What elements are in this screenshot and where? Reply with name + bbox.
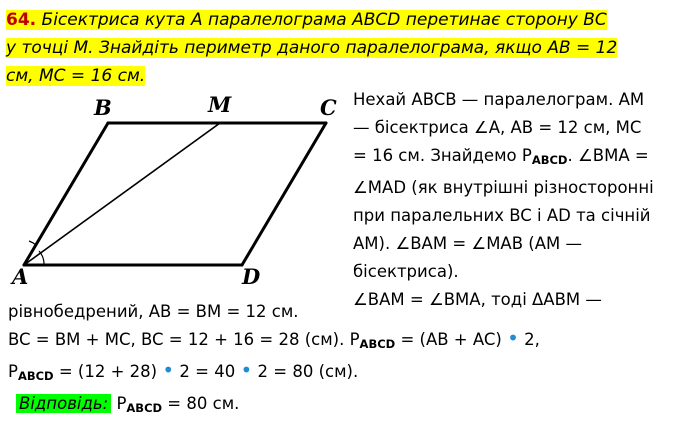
solution-row-2: — бісектриса ∠A, AB = 12 см, MC bbox=[353, 118, 642, 137]
side-ab bbox=[24, 123, 108, 265]
solution-row-7: бісектриса). bbox=[353, 262, 459, 281]
problem-statement bbox=[6, 6, 676, 90]
solution-row-4: ∠MAD (як внутрішні різносторонні bbox=[353, 178, 654, 197]
solution-line-1: рівнобедрений, AB = BM = 12 см. bbox=[8, 302, 299, 321]
solution-row-1: Нехай ABCB — паралелограм. AM bbox=[353, 90, 645, 109]
answer-label: Відповідь: bbox=[16, 394, 111, 413]
solution-line-2: BC = BM + MC, BC = 12 + 16 = 28 (см). $P_{ABCD} = (AB + AC)$ • 2, bbox=[8, 326, 540, 351]
label-c: C bbox=[320, 95, 337, 120]
solution-line-3: $P_{ABCD} = (12 + 28)$ • 2 = 40 • 2 = 80 (см). bbox=[8, 358, 359, 383]
label-a: A bbox=[12, 264, 29, 284]
solution-lines bbox=[8, 298, 540, 422]
angle-arc-outer bbox=[29, 241, 36, 245]
solution-row-5: при паралельних BC і AD та січній bbox=[353, 206, 651, 225]
problem-line-2: у точці M. Знайдіть периметр даного паралелограма, якщо AB = 12 bbox=[6, 38, 618, 58]
side-cd bbox=[242, 123, 326, 265]
parallelogram-figure bbox=[8, 88, 348, 284]
answer-line: Відповідь: $P_{ABCD} = 80$ см. bbox=[8, 390, 540, 422]
problem-line-3: см, MC = 16 см. bbox=[6, 66, 146, 86]
solution-row-3: = 16 см. Знайдемо $P_{ABCD}$. ∠BMA = bbox=[353, 146, 649, 167]
label-m: M bbox=[208, 92, 232, 117]
solution-right-column bbox=[353, 86, 654, 314]
problem-number: 64. bbox=[6, 10, 37, 30]
solution-row-8: ∠BAM = ∠BMA, тоді ΔABM — bbox=[353, 290, 602, 309]
multiply-dot-icon: • bbox=[507, 326, 519, 350]
multiply-dot-icon: • bbox=[162, 358, 175, 382]
label-d: D bbox=[242, 264, 261, 284]
problem-line-1: Бісектриса кута A паралелограма ABCD перетинає сторону BC bbox=[41, 10, 607, 30]
multiply-dot-icon: • bbox=[240, 358, 253, 382]
label-b: B bbox=[94, 95, 112, 120]
bisector-am bbox=[24, 123, 220, 265]
solution-row-6: AM). ∠BAM = ∠MAB (AM — bbox=[353, 234, 582, 253]
